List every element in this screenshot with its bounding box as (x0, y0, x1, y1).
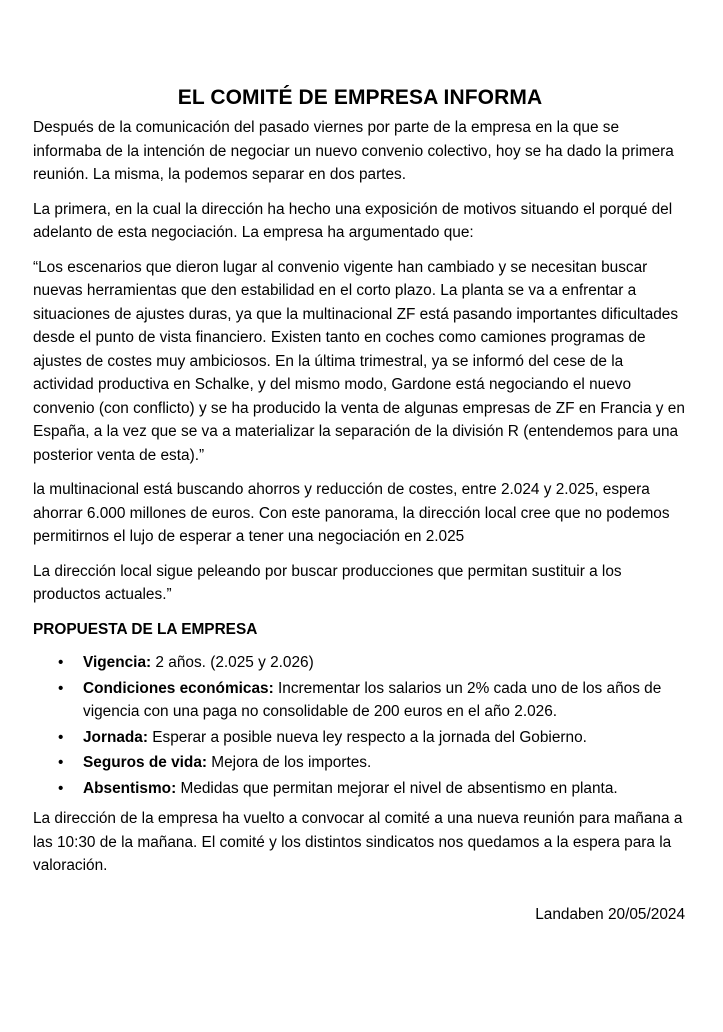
motives-paragraph: La primera, en la cual la dirección ha hecho una exposición de motivos situando el porqué del adelanto de esta negociación. La empresa ha argumentado que: (33, 200, 673, 241)
bullet-icon: • (58, 679, 64, 697)
item-label: Absentismo: (83, 779, 177, 797)
item-text: Mejora de los importes. (207, 754, 372, 771)
list-item (58, 651, 687, 675)
list-item (58, 777, 687, 801)
bullet-icon: • (58, 728, 64, 746)
list-item (58, 751, 687, 775)
intro-paragraph: Después de la comunicación del pasado viernes por parte de la empresa en la que se informaba de la intención de negociar un nuevo convenio colectivo, hoy se ha dado la primera reunión. La misma, la podemos separar en dos partes. (33, 119, 674, 183)
proposal-list (33, 651, 687, 800)
item-label: Jornada: (83, 728, 148, 746)
local-management-paragraph: La dirección local sigue peleando por buscar producciones que permitan sustituir a los productos actuales.” (33, 562, 622, 603)
item-text: Incrementar los salarios un 2% cada uno de los años de vigencia con una paga no consolidable de 200 euros en el año 2.026. (83, 679, 662, 720)
savings-paragraph: la multinacional está buscando ahorros y reducción de costes, entre 2.024 y 2.025, espera ahorrar 6.000 millones de euros. Con este panorama, la dirección local cree que no podemos permitirnos el lujo de esperar a tener una negociación en 2.025 (33, 481, 670, 545)
item-label: Seguros de vida: (83, 754, 208, 771)
quote-paragraph: “Los escenarios que dieron lugar al convenio vigente han cambiado y se necesitan buscar nuevas herramientas que den estabilidad en el corto plazo. La planta se va a enfrentar a situaciones de ajustes duras, ya que la multinacional ZF está pasando importantes dificultades desde el punto de vista financiero. Existen tanto en coches como camiones programas de ajustes de costes muy ambiciosos. En la última trimestral, ya se informó del cese de la actividad productiva en Schalke, y del mismo modo, Gardone está negociando el nuevo convenio (con conflicto) y se ha producido la venta de algunas empresas de ZF en Francia y en España, a la vez que se va a materializar la separación de la división R (entendemos para una posterior venta de esta).” (33, 258, 685, 464)
closing-paragraph: La dirección de la empresa ha vuelto a convocar al comité a una nueva reunión para mañana a las 10:30 de la mañana. El comité y los distintos sindicatos nos quedamos a la espera para la valoración. (33, 810, 683, 874)
list-item (58, 677, 687, 724)
bullet-icon: • (58, 779, 64, 797)
item-label: Condiciones económicas: (83, 679, 274, 697)
item-label: Vigencia: (83, 654, 152, 671)
item-text: Esperar a posible nueva ley respecto a la jornada del Gobierno. (148, 728, 587, 746)
signature-date: Landaben 20/05/2024 (535, 906, 685, 923)
document-title: EL COMITÉ DE EMPRESA INFORMA (177, 86, 543, 109)
item-text: 2 años. (2.025 y 2.026) (151, 654, 314, 671)
list-item (58, 726, 687, 750)
item-text: Medidas que permitan mejorar el nivel de absentismo en planta. (176, 779, 618, 797)
proposal-heading: PROPUESTA DE LA EMPRESA (33, 620, 258, 638)
bullet-icon: • (58, 654, 64, 671)
bullet-icon: • (58, 754, 64, 771)
